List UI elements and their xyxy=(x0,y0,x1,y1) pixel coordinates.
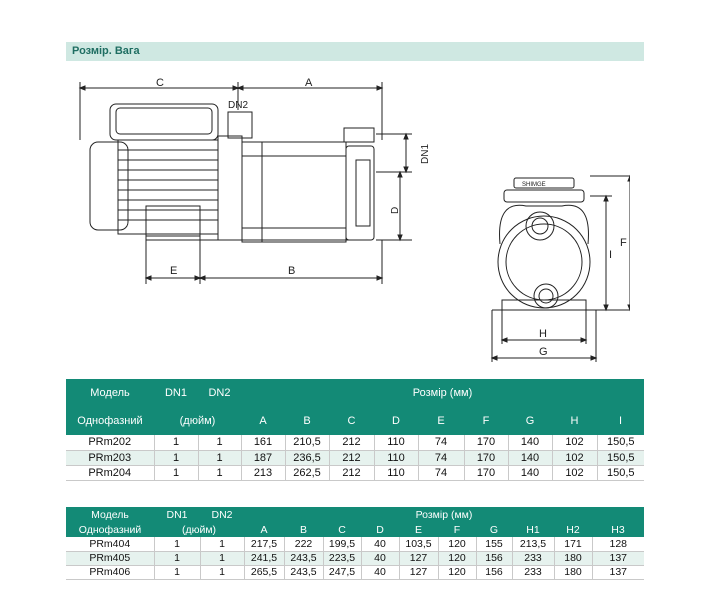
cell-value: 155 xyxy=(476,537,512,551)
cell-model: PRm406 xyxy=(66,565,154,579)
cell-value: 110 xyxy=(374,450,418,465)
header-dim: I xyxy=(597,407,644,435)
cell-value: 128 xyxy=(592,537,644,551)
header-single-phase: Однофазний xyxy=(66,407,154,435)
cell-value: 140 xyxy=(508,450,552,465)
header-dim: E xyxy=(399,522,438,537)
header-dim: C xyxy=(329,407,374,435)
cell-value: 161 xyxy=(241,435,285,450)
cell-value: 187 xyxy=(241,450,285,465)
cell-value: 212 xyxy=(329,465,374,480)
cell-value: 247,5 xyxy=(323,565,361,579)
cell-value: 262,5 xyxy=(285,465,329,480)
table-row xyxy=(66,537,644,551)
cell-value: 74 xyxy=(418,450,464,465)
front-view xyxy=(492,176,630,362)
header-dim: H2 xyxy=(554,522,592,537)
cell-value: 199,5 xyxy=(323,537,361,551)
cell-value: 156 xyxy=(476,551,512,565)
label-d: D xyxy=(390,206,401,214)
header-dim: H xyxy=(552,407,597,435)
cell-value: 243,5 xyxy=(284,551,323,565)
cell-value: 236,5 xyxy=(285,450,329,465)
header-inch: (дюйм) xyxy=(154,407,241,435)
header-dim: B xyxy=(284,522,323,537)
header-dn2: DN2 xyxy=(200,507,244,522)
label-g: G xyxy=(539,346,548,358)
header-size: Розмір (мм) xyxy=(241,379,644,407)
header-model: Модель xyxy=(66,379,154,407)
label-h: H xyxy=(539,328,547,340)
header-inch: (дюйм) xyxy=(154,522,244,537)
cell-value: 233 xyxy=(512,551,554,565)
cell-value: 40 xyxy=(361,551,399,565)
table-row xyxy=(66,565,644,579)
cell-value: 212 xyxy=(329,435,374,450)
table-row xyxy=(66,551,644,565)
cell-value: 137 xyxy=(592,565,644,579)
cell-model: PRm404 xyxy=(66,537,154,551)
header-dim: F xyxy=(464,407,508,435)
side-view xyxy=(80,77,431,284)
label-i: I xyxy=(609,249,613,261)
cell-value: 110 xyxy=(374,435,418,450)
cell-value: 74 xyxy=(418,435,464,450)
cell-dn2: 1 xyxy=(200,537,244,551)
cell-dn1: 1 xyxy=(154,435,198,450)
cell-value: 170 xyxy=(464,450,508,465)
cell-value: 180 xyxy=(554,565,592,579)
header-dn1: DN1 xyxy=(154,507,200,522)
cell-value: 213 xyxy=(241,465,285,480)
header-dim: G xyxy=(476,522,512,537)
cell-model: PRm202 xyxy=(66,435,154,450)
cell-model: PRm405 xyxy=(66,551,154,565)
cell-value: 150,5 xyxy=(597,465,644,480)
header-dim: F xyxy=(438,522,476,537)
label-c: C xyxy=(156,77,164,89)
cell-value: 212 xyxy=(329,450,374,465)
cell-value: 120 xyxy=(438,537,476,551)
header-single-phase: Однофазний xyxy=(66,522,154,537)
cell-value: 120 xyxy=(438,551,476,565)
cell-dn1: 1 xyxy=(154,450,198,465)
cell-value: 241,5 xyxy=(244,551,284,565)
cell-value: 217,5 xyxy=(244,537,284,551)
header-dn2: DN2 xyxy=(198,379,241,407)
cell-value: 243,5 xyxy=(284,565,323,579)
cell-dn2: 1 xyxy=(198,465,241,480)
header-dim: G xyxy=(508,407,552,435)
cell-value: 233 xyxy=(512,565,554,579)
cell-value: 110 xyxy=(374,465,418,480)
cell-value: 150,5 xyxy=(597,435,644,450)
cell-value: 170 xyxy=(464,435,508,450)
table-row xyxy=(66,450,644,465)
label-e: E xyxy=(170,265,178,277)
header-dim: A xyxy=(244,522,284,537)
cell-value: 210,5 xyxy=(285,435,329,450)
cell-value: 140 xyxy=(508,465,552,480)
cell-value: 40 xyxy=(361,565,399,579)
header-dim: H1 xyxy=(512,522,554,537)
section-title: Розмір. Вага xyxy=(66,42,644,61)
header-dim: C xyxy=(323,522,361,537)
cell-dn2: 1 xyxy=(198,450,241,465)
cell-value: 140 xyxy=(508,435,552,450)
cell-value: 222 xyxy=(284,537,323,551)
label-dn2: DN2 xyxy=(228,100,249,111)
cell-value: 127 xyxy=(399,551,438,565)
cell-value: 213,5 xyxy=(512,537,554,551)
cell-dn2: 1 xyxy=(200,565,244,579)
header-dim: B xyxy=(285,407,329,435)
cell-value: 180 xyxy=(554,551,592,565)
cell-value: 127 xyxy=(399,565,438,579)
cell-dn1: 1 xyxy=(154,565,200,579)
header-size: Розмір (мм) xyxy=(244,507,644,522)
table-row xyxy=(66,465,644,480)
pump-dimension-drawing xyxy=(60,66,630,366)
cell-value: 102 xyxy=(552,465,597,480)
specs-table-prm200 xyxy=(66,379,644,481)
cell-model: PRm203 xyxy=(66,450,154,465)
header-dn1: DN1 xyxy=(154,379,198,407)
cell-value: 170 xyxy=(464,465,508,480)
cell-dn1: 1 xyxy=(154,551,200,565)
cell-value: 265,5 xyxy=(244,565,284,579)
header-model: Модель xyxy=(66,507,154,522)
specs-table-prm400 xyxy=(66,507,644,580)
cell-dn2: 1 xyxy=(198,435,241,450)
header-dim: E xyxy=(418,407,464,435)
cell-value: 102 xyxy=(552,435,597,450)
cell-value: 156 xyxy=(476,565,512,579)
cell-model: PRm204 xyxy=(66,465,154,480)
cell-dn2: 1 xyxy=(200,551,244,565)
header-dim: D xyxy=(361,522,399,537)
header-dim: D xyxy=(374,407,418,435)
cell-dn1: 1 xyxy=(154,465,198,480)
cell-value: 74 xyxy=(418,465,464,480)
cell-value: 120 xyxy=(438,565,476,579)
label-b: B xyxy=(288,265,296,277)
brand-plate: SHIMGE xyxy=(522,182,546,188)
label-a: A xyxy=(305,77,313,89)
label-dn1: DN1 xyxy=(420,143,431,164)
cell-value: 223,5 xyxy=(323,551,361,565)
cell-value: 171 xyxy=(554,537,592,551)
label-f: F xyxy=(620,237,627,249)
cell-value: 102 xyxy=(552,450,597,465)
table-row xyxy=(66,435,644,450)
cell-dn1: 1 xyxy=(154,537,200,551)
cell-value: 103,5 xyxy=(399,537,438,551)
cell-value: 137 xyxy=(592,551,644,565)
header-dim: A xyxy=(241,407,285,435)
cell-value: 40 xyxy=(361,537,399,551)
cell-value: 150,5 xyxy=(597,450,644,465)
header-dim: H3 xyxy=(592,522,644,537)
